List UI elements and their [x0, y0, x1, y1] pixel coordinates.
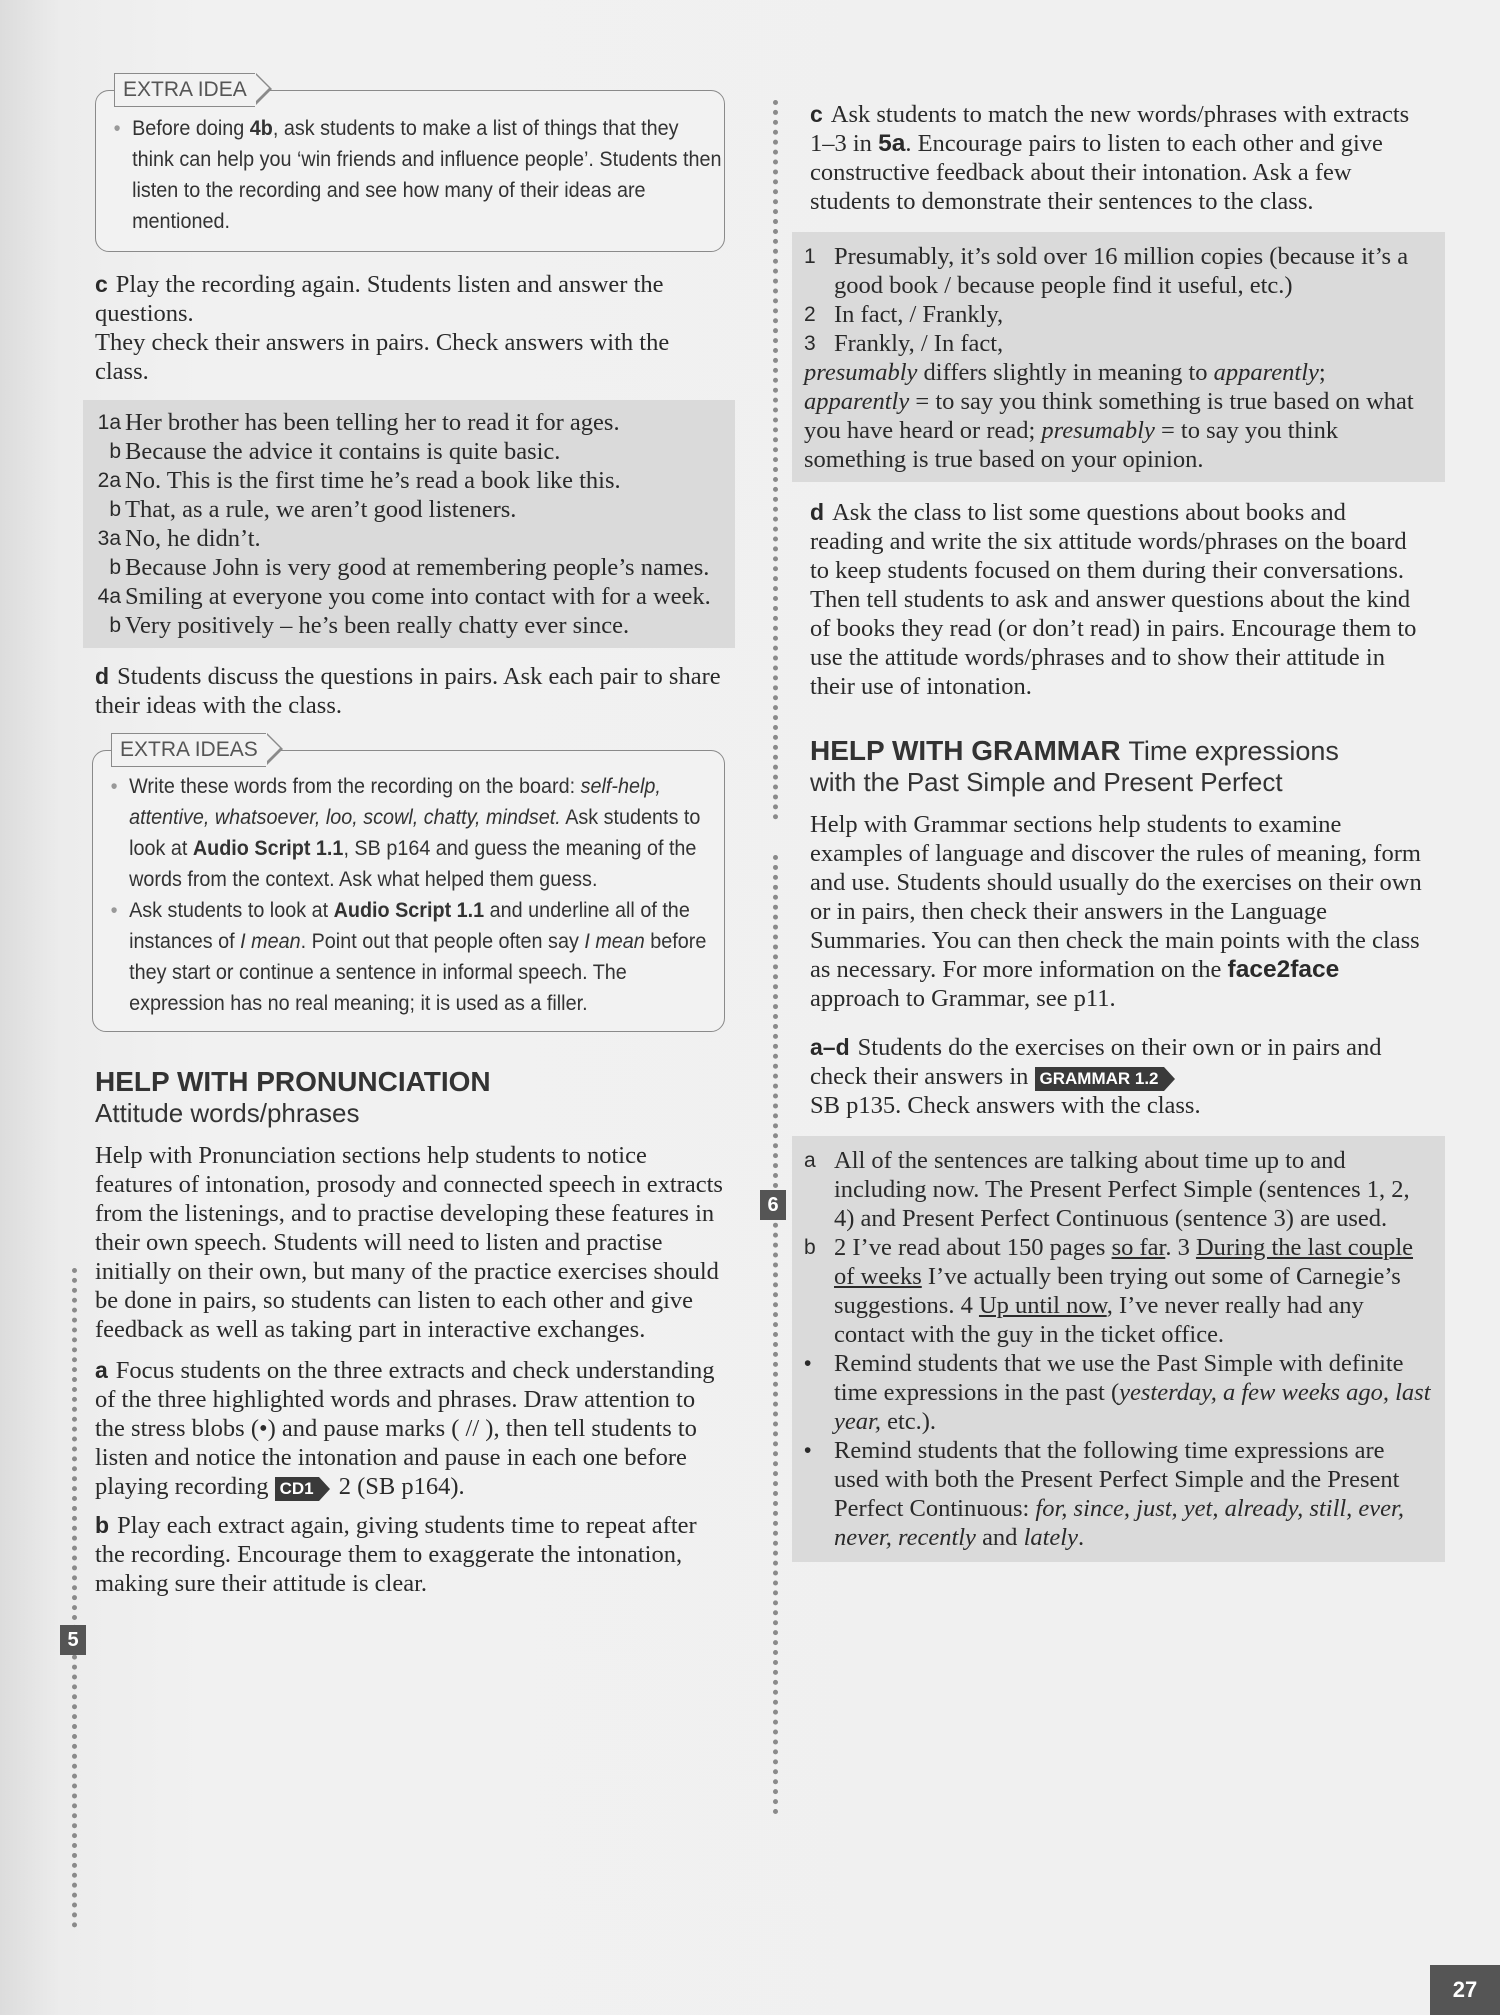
extra-idea-bullet: • Before doing 4b, ask students to make a list of things that they think can help you ‘win friends and influence people’. Students then listen to the recording and see how many of their ideas are mentioned. [110, 113, 722, 237]
answer-row: 2a No. This is the first time he’s read a book like this. [97, 467, 621, 494]
left-column [95, 78, 725, 1598]
answer-row: 1 Presumably, it’s sold over 16 million copies (because it’s a good book / because people find it useful, etc.) [804, 243, 1409, 299]
answer-row: 4a Smiling at everyone you come into contact with for a week. [97, 583, 711, 610]
answer-row: b Because the advice it contains is quite basic. [109, 438, 561, 465]
answer-box-2 [792, 232, 1445, 482]
section-5-marker: 5 [60, 1625, 86, 1655]
extra-ideas-bullet-2: • Ask students to look at Audio Script 1.1 and underline all of the instances of I mean. Point out that people often say I mean before they start or continue a sentence in informal speech. The expression has no real meaning; it is used as a filler. [107, 895, 722, 1019]
section-5b: b Play each extract again, giving students time to repeat after the recording. Encourage them to exaggerate the intonation, making sure their attitude is clear. [95, 1512, 697, 1597]
answer-row: b Because John is very good at remembering people’s names. [109, 554, 710, 581]
answer-box-2-note: presumably differs slightly in meaning to apparently; apparently = to say you think something is true based on what you have heard or read; presumably = to say you think something is true based on your opinion. [804, 359, 1414, 473]
answer-box-1 [83, 400, 735, 648]
cd1-badge: CD1 [275, 1477, 319, 1501]
answer-row: 1a Her brother has been telling her to read it for ages. [97, 409, 620, 436]
grammar-title: HELP WITH GRAMMAR Time expressions [810, 735, 1339, 766]
right-dotted-rule [773, 100, 778, 820]
section-c: c Play the recording again. Students listen and answer the questions. They check their answers in pairs. Check answers with the class. [95, 271, 670, 385]
pronunciation-intro: Help with Pronunciation sections help students to notice features of intonation, prosody and connected speech in extracts from the listenings, and to practise developing these features in their own speech. Students will need to listen and practise initially on their own, but many of the practice exercises should be done in pairs, so students can listen to each other and give feedback as well as taking part in interactive exchanges. [95, 1142, 723, 1343]
grammar-1-2-badge: GRAMMAR 1.2 [1035, 1067, 1164, 1091]
grammar-intro: Help with Grammar sections help students to examine examples of language and discover the rules of meaning, form and use. Students should usually do the exercises on their own or in pairs, then check their answers in the Language Summaries. You can then check the main points with the class as necessary. For more information on the face2face approach to Grammar, see p11. [810, 811, 1422, 1012]
section-5a: a Focus students on the three extracts and check understanding of the three highlighted words and phrases. Draw attention to the stress blobs (•) and pause marks ( // ), then tell students to listen and notice the intonation and pause in each one before playing recording CD1 2 (SB p164). [95, 1357, 715, 1500]
extra-idea-box [95, 78, 725, 252]
extra-ideas-tag: EXTRA IDEAS [111, 733, 266, 767]
right-column [804, 100, 1431, 1562]
answer-row: 3a No, he didn’t. [97, 525, 261, 552]
answer-row: 2 In fact, / Frankly, [804, 301, 1004, 328]
pronunciation-subtitle: Attitude words/phrases [95, 1098, 360, 1128]
answer-box-3: a All of the sentences are talking about time up to and including now. The Present Perfect Simple (sentences 1, 2, 4) and Present Perfect Continuous (sentence 3) are used. b 2 I’ve read about 150 pages so far. 3 During the last couple of weeks I’ve actually been trying out some of Carnegie’s suggestions. 4 Up until now, I’ve never really had any contact with the guy in the ticket office. • Remind students that we use the Past Simple with definite time expressions in the past (yesterday, a few weeks ago, last year, etc.). • Remind students that the following time expressions are used with both the Present Perfect Simple and the Present Perfect Continuous: for, since, just, yet, already, still, ever, never, recently and lately. [792, 1136, 1445, 1562]
grammar-subtitle: with the Past Simple and Present Perfect [810, 767, 1283, 797]
extra-ideas-bullet-1: • Write these words from the recording on the board: self-help, attentive, whatsoever, loo, scowl, chatty, mindset. Ask students to look at Audio Script 1.1, SB p164 and guess the meaning of the words from the context. Ask what helped them guess. [107, 771, 722, 895]
section-d-right: d Ask the class to list some questions about books and reading and write the six attitude words/phrases on the board to keep students focused on them during their conversations. Then tell students to ask and answer questions about the kind of books they read (or don’t read) in pairs. Encourage them to use the attitude words/phrases and to show their attitude in their use of intonation. [810, 499, 1417, 700]
extra-ideas-box [92, 738, 725, 1032]
section-6: a–d Students do the exercises on their own or in pairs and check their answers in GRAMMAR 1.2 SB p135. Check answers with the class. [810, 1034, 1382, 1119]
pronunciation-section [95, 1066, 725, 1344]
answer-row: b Very positively – he’s been really chatty ever since. [109, 612, 630, 639]
pronunciation-title: HELP WITH PRONUNCIATION [95, 1066, 491, 1097]
right-dotted-rule-2 [773, 855, 778, 1815]
answer-row: 3 Frankly, / In fact, [804, 330, 1004, 357]
grammar-section [810, 735, 1425, 1013]
section-d: d Students discuss the questions in pairs. Ask each pair to share their ideas with the class. [95, 663, 721, 719]
section-c-right: c Ask students to match the new words/phrases with extracts 1–3 in 5a. Encourage pairs to listen to each other and give constructive feedback about their intonation. Ask a few students to demonstrate their sentences to the class. [810, 101, 1410, 215]
extra-idea-tag: EXTRA IDEA [114, 73, 255, 107]
answer-row: b That, as a rule, we aren’t good listeners. [109, 496, 517, 523]
page-number: 27 [1430, 1965, 1500, 2015]
section-6-marker: 6 [760, 1190, 786, 1220]
left-dotted-rule [72, 1268, 77, 1928]
